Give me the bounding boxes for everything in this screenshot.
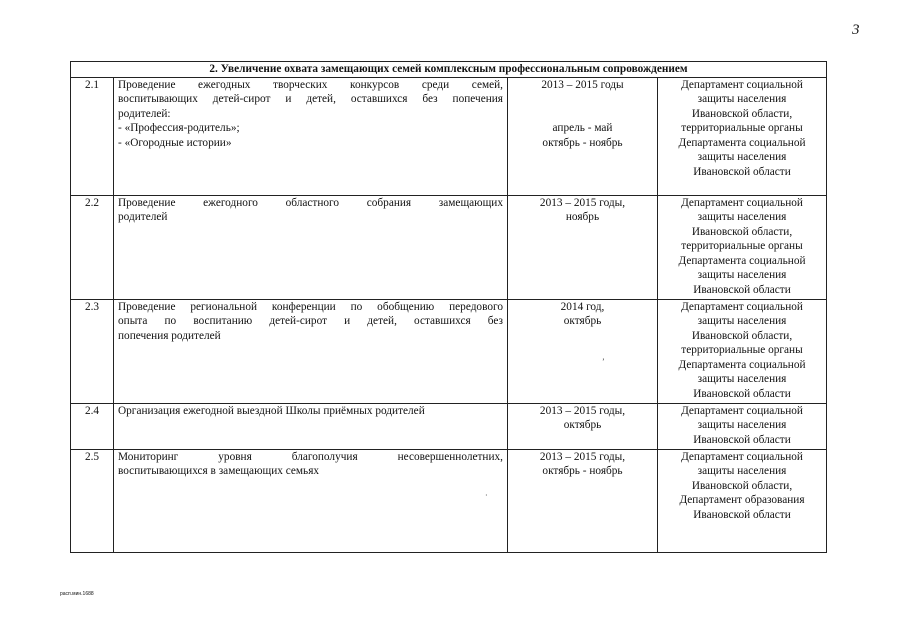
section-title: 2. Увеличение охвата замещающих семей комплексным профессиональным сопровождением bbox=[71, 62, 827, 78]
table-row bbox=[71, 195, 827, 299]
responsible-line: Ивановской области bbox=[693, 508, 791, 521]
responsible-line: Департамент социальной bbox=[681, 196, 803, 209]
row-number: 2.5 bbox=[71, 449, 114, 552]
responsible-line: Ивановской области bbox=[693, 433, 791, 446]
term-line: 2013 – 2015 годы, bbox=[539, 450, 626, 463]
term-line: октябрь - ноябрь bbox=[542, 136, 623, 149]
description-line: родителей: bbox=[118, 107, 171, 120]
plan-table bbox=[70, 61, 827, 553]
description-line: родителей bbox=[118, 211, 168, 223]
term-line: 2013 – 2015 годы, bbox=[539, 404, 626, 417]
responsible-line: Ивановской области bbox=[693, 387, 791, 400]
responsible-line: Ивановской области bbox=[693, 283, 791, 296]
term-line: 2013 – 2015 годы, bbox=[539, 196, 626, 209]
term-line: апрель - май bbox=[552, 122, 613, 134]
row-number: 2.4 bbox=[71, 403, 114, 449]
responsible-line: Ивановской области, bbox=[691, 479, 793, 492]
description-line: опыта по воспитанию детей-сирот и детей, оставшихся без bbox=[118, 315, 503, 327]
page-number: 3 bbox=[852, 22, 860, 38]
scan-speck: ʼ bbox=[602, 357, 605, 366]
scan-speck: · bbox=[485, 491, 488, 500]
responsible-line: Ивановской области, bbox=[691, 225, 793, 238]
row-term bbox=[508, 299, 658, 403]
responsible-line: Ивановской области bbox=[693, 165, 791, 178]
row-term bbox=[508, 77, 658, 195]
table-row bbox=[71, 77, 827, 195]
term-line: октябрь bbox=[563, 315, 602, 327]
row-description bbox=[114, 403, 508, 449]
row-term bbox=[508, 449, 658, 552]
responsible-line: защиты населения bbox=[697, 211, 787, 223]
footer-note: расп.мин.1688 bbox=[60, 591, 94, 597]
responsible-line: Департамент социальной bbox=[681, 450, 803, 463]
term-line: ноябрь bbox=[565, 211, 600, 223]
responsible-line: защиты населения bbox=[697, 93, 787, 105]
responsible-line: Департамент образования bbox=[679, 494, 805, 506]
responsible-line: территориальные органы bbox=[681, 122, 803, 134]
row-responsible bbox=[658, 195, 827, 299]
row-description bbox=[114, 299, 508, 403]
responsible-line: территориальные органы bbox=[681, 240, 803, 252]
description-line: воспитывающихся в замещающих семьях bbox=[118, 465, 320, 477]
responsible-line: Департамент социальной bbox=[681, 300, 803, 313]
responsible-line: защиты населения bbox=[697, 269, 787, 281]
row-responsible bbox=[658, 299, 827, 403]
term-line: октябрь bbox=[563, 419, 602, 431]
description-line: Организация ежегодной выездной Школы приёмных родителей bbox=[118, 404, 425, 417]
term-spacer bbox=[512, 107, 653, 122]
description-line: попечения родителей bbox=[118, 329, 221, 342]
term-line: 2013 – 2015 годы bbox=[541, 78, 624, 91]
row-description bbox=[114, 449, 508, 552]
row-responsible bbox=[658, 449, 827, 552]
table-row bbox=[71, 449, 827, 552]
description-line: Проведение ежегодных творческих конкурсов среди семей, bbox=[118, 78, 503, 91]
table-row bbox=[71, 299, 827, 403]
responsible-line: Департамента социальной bbox=[678, 358, 806, 371]
term-spacer bbox=[512, 92, 653, 107]
row-number: 2.2 bbox=[71, 195, 114, 299]
row-term bbox=[508, 195, 658, 299]
description-line: - «Профессия-родитель»; bbox=[118, 122, 240, 134]
row-description bbox=[114, 195, 508, 299]
description-line: - «Огородные истории» bbox=[118, 136, 232, 149]
responsible-line: Департамента социальной bbox=[678, 136, 806, 149]
row-responsible bbox=[658, 77, 827, 195]
description-line: воспитывающих детей-сирот и детей, оставшихся без попечения bbox=[118, 93, 503, 105]
table-row bbox=[71, 403, 827, 449]
responsible-line: Департамент социальной bbox=[681, 404, 803, 417]
responsible-line: защиты населения bbox=[697, 315, 787, 327]
description-line: Проведение ежегодного областного собрания замещающих bbox=[118, 196, 503, 209]
responsible-line: защиты населения bbox=[697, 419, 787, 431]
row-number: 2.1 bbox=[71, 77, 114, 195]
description-line: Проведение региональной конференции по обобщению передового bbox=[118, 300, 503, 313]
row-number: 2.3 bbox=[71, 299, 114, 403]
responsible-line: защиты населения bbox=[697, 373, 787, 385]
term-line: 2014 год, bbox=[560, 300, 605, 313]
responsible-line: Департамент социальной bbox=[681, 78, 803, 91]
row-term bbox=[508, 403, 658, 449]
section-header-row bbox=[71, 62, 827, 78]
row-description bbox=[114, 77, 508, 195]
responsible-line: защиты населения bbox=[697, 465, 787, 477]
row-responsible bbox=[658, 403, 827, 449]
responsible-line: Ивановской области, bbox=[691, 107, 793, 120]
responsible-line: территориальные органы bbox=[681, 344, 803, 356]
responsible-line: Департамента социальной bbox=[678, 254, 806, 267]
responsible-line: Ивановской области, bbox=[691, 329, 793, 342]
responsible-line: защиты населения bbox=[697, 151, 787, 163]
term-line: октябрь - ноябрь bbox=[542, 465, 623, 477]
description-line: Мониторинг уровня благополучия несовершеннолетних, bbox=[118, 450, 503, 463]
